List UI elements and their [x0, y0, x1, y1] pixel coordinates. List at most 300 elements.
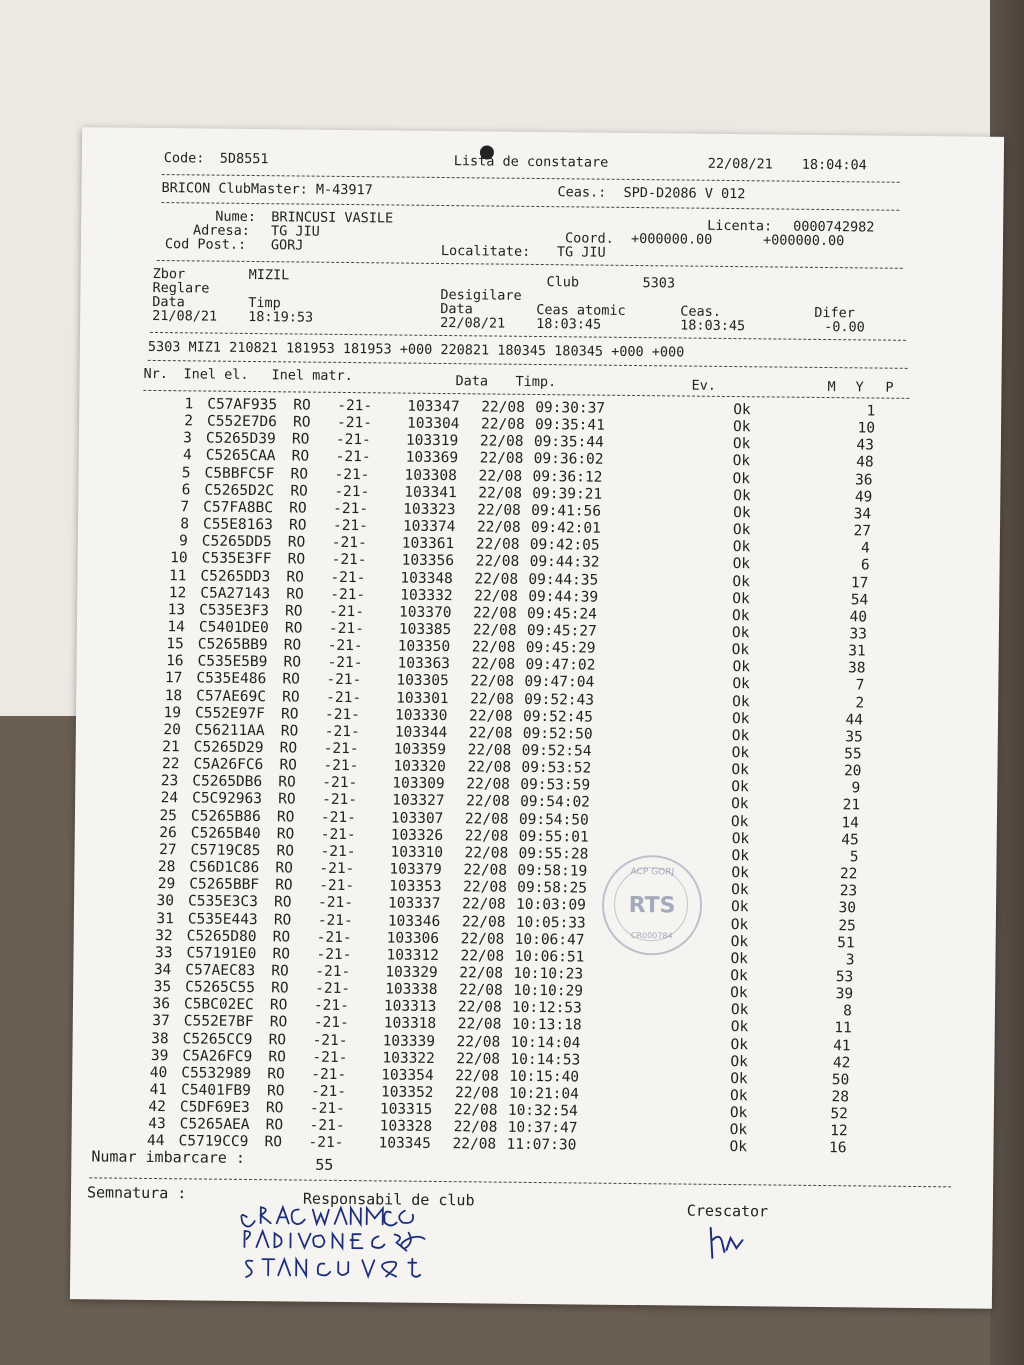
row-number: 36 [152, 996, 171, 1013]
ring-electronic: C535E486 [196, 670, 267, 688]
row-number: 32 [155, 927, 173, 944]
ring-year: -21- [324, 706, 361, 723]
row-number: 11 [168, 567, 187, 584]
event-status: Ok [732, 522, 751, 539]
ring-year: -21- [324, 723, 360, 740]
position: 31 [848, 643, 866, 660]
position: 23 [839, 883, 858, 900]
ring-electronic: C5265DD5 [201, 533, 272, 551]
arrival-date: 22/08 [460, 948, 505, 965]
ring-country: RO [278, 774, 296, 791]
event-status: Ok [733, 402, 751, 419]
ring-electronic: C535E3FF [201, 550, 272, 568]
ring-electronic: C535E3F3 [199, 602, 270, 619]
ring-year: -21- [313, 997, 349, 1015]
event-status: Ok [732, 470, 751, 487]
code-label: Code: [163, 150, 205, 167]
code-value: 5D8551 [219, 150, 269, 168]
breeder-signature [700, 1224, 760, 1265]
ring-year: -21- [326, 689, 362, 706]
position: 40 [849, 609, 868, 626]
arrival-date: 22/08 [474, 587, 519, 605]
arrival-time: 10:06:51 [514, 948, 585, 966]
print-date: 22/08/21 [707, 155, 773, 173]
ring-country: RO [287, 534, 306, 551]
ring-electronic: C56211AA [194, 722, 265, 739]
ring-country: RO [276, 808, 295, 826]
row-number: 27 [159, 841, 177, 859]
clock-value: SPD-D2086 V 012 [623, 184, 746, 203]
arrival-date: 22/08 [472, 622, 517, 639]
ring-electronic: C5265DD3 [200, 567, 271, 585]
arrival-date: 22/08 [467, 759, 512, 776]
event-status: Ok [731, 642, 750, 659]
position: 7 [855, 677, 865, 694]
arrival-time: 10:14:53 [510, 1051, 581, 1069]
position: 50 [831, 1071, 850, 1089]
ring-number: 103348 [400, 570, 453, 587]
arrival-date: 22/08 [473, 605, 517, 622]
license-value: 0000742982 [793, 218, 875, 236]
ring-year: -21- [312, 1049, 348, 1066]
event-status: Ok [731, 762, 750, 779]
address-label: Adresa: [193, 222, 251, 239]
ring-year: -21- [334, 466, 370, 483]
event-status: Ok [730, 933, 749, 950]
clock-col-label: Ceas. [680, 303, 721, 320]
ring-number: 103341 [404, 484, 457, 501]
row-number: 31 [156, 910, 174, 927]
ring-year: -21- [319, 877, 355, 895]
ring-country: RO [290, 483, 308, 500]
ring-country: RO [291, 431, 310, 448]
ring-year: -21- [327, 655, 363, 672]
ring-number: 103328 [379, 1118, 433, 1136]
ring-number: 103374 [402, 518, 456, 536]
arrival-time: 09:54:02 [520, 794, 591, 811]
ring-electronic: C552E7BF [183, 1013, 254, 1031]
club-responsible-label: Responsabil de club [302, 1189, 475, 1210]
arrival-time: 10:32:54 [507, 1102, 578, 1120]
arrival-time: 09:45:27 [526, 622, 597, 640]
row-number: 39 [150, 1047, 169, 1064]
ring-country: RO [287, 551, 306, 568]
position: 54 [850, 591, 869, 609]
ring-country: RO [279, 740, 298, 757]
arrival-date: 22/08 [454, 1085, 499, 1102]
arrival-date: 22/08 [475, 536, 520, 553]
ring-electronic: C5265B40 [190, 825, 261, 842]
reglare-date-label: Data [152, 293, 185, 311]
desigilare-label: Desigilare [440, 286, 522, 304]
ring-number: 103346 [387, 912, 441, 930]
ring-electronic: C5401DE0 [198, 619, 269, 637]
ring-number: 103385 [398, 621, 452, 639]
ring-year: -21- [313, 1015, 349, 1032]
ring-electronic: C5265B86 [190, 807, 261, 825]
ring-number: 103354 [381, 1067, 434, 1084]
ring-country: RO [275, 860, 293, 877]
event-status: Ok [732, 539, 751, 556]
row-number: 16 [166, 653, 184, 670]
ring-year: -21- [328, 620, 364, 638]
ring-country: RO [280, 723, 299, 740]
ring-year: -21- [310, 1083, 347, 1101]
row-number: 14 [167, 619, 186, 636]
ring-country: RO [284, 620, 303, 637]
ring-year: -21- [333, 500, 369, 518]
col-header-inel-matr: Inel matr. [271, 367, 353, 385]
event-status: Ok [733, 504, 751, 522]
ring-number: 103332 [400, 587, 453, 604]
arrival-time: 10:10:29 [513, 982, 584, 1000]
position: 5 [849, 849, 859, 866]
event-status: Ok [731, 882, 749, 899]
position: 8 [843, 1003, 853, 1020]
ring-year: -21- [315, 980, 351, 998]
position: 52 [830, 1106, 848, 1123]
ring-year: -21- [336, 415, 373, 432]
stamp-top-text: ACP GORJ [630, 866, 675, 878]
ring-electronic: C5265BBF [189, 876, 260, 894]
event-status: Ok [729, 1105, 748, 1122]
position: 34 [853, 506, 872, 523]
ring-electronic: C5A27143 [200, 585, 271, 602]
row-number: 3 [183, 430, 192, 447]
ring-country: RO [265, 1100, 284, 1117]
arrival-date: 22/08 [463, 862, 508, 879]
address-value: TG JIU [270, 223, 320, 240]
event-status: Ok [730, 950, 749, 968]
arrival-time: 09:45:24 [527, 605, 598, 623]
ring-year: -21- [331, 552, 367, 569]
ring-year: -21- [317, 912, 353, 929]
ring-electronic: C552E7D6 [207, 413, 278, 431]
position: 27 [853, 523, 872, 540]
arrival-date: 22/08 [466, 776, 511, 794]
ring-year: -21- [309, 1117, 345, 1135]
reglare-time: 18:19:53 [248, 308, 314, 326]
reglare-date: 21/08/21 [152, 307, 218, 325]
clock-label: Ceas.: [557, 184, 607, 201]
arrival-time: 09:52:54 [521, 742, 592, 760]
arrival-time: 09:35:41 [534, 417, 605, 434]
row-number: 42 [148, 1099, 166, 1116]
ring-number: 103330 [394, 707, 448, 724]
position: 4 [860, 540, 870, 557]
ring-year: -21- [322, 792, 358, 809]
arrival-date: 22/08 [455, 1068, 499, 1085]
row-number: 24 [160, 790, 179, 807]
col-header-timp: Timp. [515, 373, 557, 391]
event-status: Ok [732, 659, 751, 676]
ring-country: RO [279, 757, 298, 774]
ring-electronic: C55E8163 [202, 516, 273, 534]
position: 30 [838, 900, 857, 917]
ring-year: -21- [320, 843, 356, 860]
ring-year: -21- [316, 946, 352, 963]
event-status: Ok [730, 1019, 749, 1036]
ring-number: 103350 [397, 638, 451, 656]
ring-year: -21- [312, 1032, 348, 1049]
ring-number: 103339 [382, 1032, 436, 1050]
row-number: 13 [167, 601, 186, 619]
ring-number: 103319 [405, 432, 459, 450]
ring-electronic: C57FA8BC [203, 499, 274, 517]
arrival-date: 22/08 [464, 845, 509, 862]
ring-country: RO [283, 637, 302, 654]
arrival-time: 09:30:37 [535, 399, 606, 417]
divider [148, 360, 908, 369]
arrival-date: 22/08 [471, 639, 516, 656]
arrival-date: 22/08 [456, 1050, 501, 1068]
arrival-date: 22/08 [478, 467, 523, 485]
arrival-date: 22/08 [474, 570, 519, 588]
arrival-date: 22/08 [468, 725, 513, 742]
row-number: 33 [154, 944, 173, 961]
ring-electronic: C5265BB9 [197, 636, 268, 654]
ring-year: -21- [330, 569, 366, 586]
position: 20 [843, 763, 862, 780]
row-number: 34 [153, 961, 172, 979]
ring-number: 103379 [389, 861, 442, 879]
ring-number: 103352 [380, 1084, 434, 1101]
ring-number: 103310 [390, 844, 444, 861]
arrival-date: 22/08 [477, 502, 521, 519]
position: 21 [842, 797, 861, 814]
ring-number: 103320 [393, 758, 446, 776]
arrival-time: 09:41:56 [531, 502, 602, 520]
row-number: 40 [149, 1064, 168, 1081]
ring-electronic: C5265AEA [179, 1116, 250, 1134]
arrival-time: 09:52:50 [522, 725, 593, 743]
ring-electronic: C535E5B9 [197, 653, 268, 671]
ring-country: RO [271, 963, 289, 980]
ring-country: RO [265, 1117, 284, 1134]
position: 43 [856, 437, 874, 454]
ring-number: 103313 [383, 998, 437, 1016]
position: 41 [833, 1037, 851, 1054]
ring-electronic: C57AE69C [196, 687, 267, 705]
ring-number: 103344 [394, 724, 448, 741]
ring-country: RO [269, 997, 288, 1014]
arrival-date: 22/08 [467, 742, 512, 759]
ring-electronic: C5C92963 [192, 790, 263, 808]
arrival-time: 09:44:32 [529, 554, 600, 571]
arrival-time: 09:52:43 [524, 691, 595, 709]
position: 44 [845, 711, 864, 729]
ring-country: RO [278, 791, 296, 808]
event-status: Ok [730, 985, 748, 1002]
position: 38 [847, 660, 866, 677]
arrival-date: 22/08 [478, 485, 523, 502]
ring-electronic: C552E97F [194, 705, 265, 722]
ring-year: -21- [311, 1066, 347, 1083]
ring-year: -21- [323, 757, 359, 775]
arrival-date: 22/08 [476, 519, 521, 536]
name-label: Nume: [215, 208, 256, 226]
row-number: 8 [180, 516, 190, 533]
position: 9 [851, 780, 861, 797]
position: 28 [831, 1089, 850, 1106]
flight-label: Zbor [152, 265, 186, 283]
row-number: 35 [153, 979, 172, 996]
arrival-time: 10:15:40 [509, 1068, 580, 1086]
ring-year: -21- [337, 397, 373, 415]
row-number: 4 [182, 447, 192, 464]
position: 25 [838, 917, 856, 934]
arrival-time: 10:05:33 [515, 914, 586, 932]
ring-year: -21- [332, 517, 369, 535]
ring-number: 103308 [404, 467, 458, 484]
ring-electronic: C57AF935 [207, 396, 278, 414]
row-number: 6 [181, 482, 191, 499]
ring-electronic: C57191E0 [186, 945, 257, 962]
ring-number: 103338 [385, 981, 438, 999]
ring-country: RO [291, 448, 310, 466]
ring-electronic: C5401FB9 [180, 1082, 252, 1100]
col-header-p: P [885, 379, 894, 396]
flight-value: MIZIL [248, 266, 290, 284]
ring-electronic: C5532989 [181, 1065, 252, 1082]
arrival-time: 09:55:28 [518, 845, 589, 863]
event-status: Ok [729, 1088, 748, 1105]
document-title: Lista de constatare [453, 153, 609, 171]
ring-country: RO [283, 654, 302, 671]
arrival-date: 22/08 [456, 1033, 501, 1051]
position: 14 [841, 814, 860, 831]
arrival-date: 22/08 [475, 553, 520, 571]
atomic-clock-value: 18:03:45 [536, 315, 602, 333]
row-number: 5 [181, 464, 191, 481]
ring-electronic: C5719C85 [190, 842, 261, 860]
ring-country: RO [268, 1048, 286, 1066]
postcode-value: GORJ [270, 237, 304, 254]
col-header-data: Data [455, 373, 489, 390]
ring-electronic: C5265CAA [205, 447, 276, 465]
ring-year: -21- [329, 603, 365, 620]
ring-year: -21- [320, 809, 356, 826]
ring-year: -21- [315, 963, 351, 980]
divider [89, 1177, 951, 1187]
arrival-time: 10:14:04 [510, 1034, 581, 1052]
arrival-date: 22/08 [468, 707, 513, 725]
event-status: Ok [732, 590, 750, 607]
locality-label: Localitate: [440, 242, 531, 260]
ring-country: RO [273, 894, 292, 911]
ring-electronic: C56D1C86 [189, 859, 260, 877]
ring-electronic: C5719CC9 [178, 1133, 249, 1151]
event-status: Ok [730, 1070, 748, 1088]
position: 55 [844, 746, 862, 763]
event-status: Ok [731, 624, 750, 642]
reglare-label: Reglare [152, 279, 210, 297]
arrival-time: 09:42:01 [530, 519, 601, 537]
arrival-time: 09:42:05 [529, 537, 600, 554]
stamp-bottom-text: CR000784 [630, 930, 673, 941]
position: 6 [860, 557, 870, 574]
ring-year: -21- [327, 637, 363, 655]
event-status: Ok [730, 1002, 749, 1019]
arrival-time: 09:47:04 [524, 674, 595, 691]
ring-country: RO [280, 706, 299, 723]
ring-electronic: C535E443 [187, 910, 258, 928]
event-status: Ok [732, 693, 750, 710]
ring-country: RO [290, 465, 309, 483]
position: 42 [832, 1054, 851, 1071]
arrival-time: 09:36:02 [533, 451, 604, 469]
position: 53 [835, 969, 854, 986]
arrival-time: 10:10:23 [513, 965, 584, 983]
arrival-time: 09:53:52 [521, 759, 592, 777]
arrival-date: 22/08 [470, 690, 514, 708]
ring-country: RO [285, 603, 303, 620]
row-number: 19 [163, 704, 182, 721]
position: 51 [837, 934, 855, 951]
event-status: Ok [730, 1053, 748, 1070]
event-status: Ok [732, 556, 751, 573]
arrival-time: 09:45:29 [525, 639, 596, 657]
event-status: Ok [732, 453, 751, 470]
ring-country: RO [276, 843, 295, 860]
license-label: Licenta: [707, 217, 773, 235]
ring-year: -21- [334, 483, 370, 500]
ring-number: 103361 [401, 535, 455, 553]
ring-number: 103347 [407, 398, 460, 416]
event-status: Ok [732, 419, 751, 436]
ring-year: -21- [316, 929, 352, 946]
embark-label: Numar imbarcare : [91, 1147, 246, 1167]
row-number: 10 [170, 550, 188, 567]
arrival-time: 09:44:39 [528, 588, 599, 606]
arrival-time: 10:13:18 [511, 1017, 582, 1034]
ring-year: -21- [317, 895, 354, 912]
event-status: Ok [731, 847, 750, 865]
arrival-time: 09:52:45 [522, 708, 593, 726]
arrival-date: 22/08 [463, 879, 507, 896]
position: 3 [845, 952, 855, 969]
arrival-date: 22/08 [457, 999, 502, 1016]
event-status: Ok [733, 487, 751, 504]
ring-electronic: C5265C55 [185, 979, 256, 997]
event-status: Ok [730, 813, 749, 830]
club-value: 5303 [642, 275, 676, 292]
ring-country: RO [272, 946, 291, 963]
position: 33 [849, 626, 867, 643]
event-status: Ok [730, 899, 749, 916]
position: 10 [857, 420, 876, 437]
event-status: Ok [731, 710, 750, 727]
position: 48 [856, 454, 874, 471]
desig-date-label: Data [440, 300, 473, 318]
arrival-time: 09:36:12 [532, 468, 603, 486]
arrival-time: 09:54:50 [518, 811, 589, 829]
arrival-date: 22/08 [464, 828, 509, 845]
ring-country: RO [276, 826, 295, 843]
ring-country: RO [275, 877, 293, 894]
arrival-date: 22/08 [457, 1016, 502, 1034]
ring-number: 103326 [390, 827, 444, 844]
ring-year: -21- [309, 1100, 345, 1118]
handwritten-signatures [238, 1203, 469, 1283]
event-status: Ok [731, 607, 750, 625]
ring-electronic: C5265D29 [193, 739, 264, 757]
coord-value-1: +000000.00 [630, 230, 713, 248]
ring-electronic: C5A26FC6 [193, 756, 264, 774]
event-status: Ok [730, 916, 749, 933]
ring-number: 103323 [403, 501, 456, 519]
arrival-date: 22/08 [470, 673, 515, 691]
